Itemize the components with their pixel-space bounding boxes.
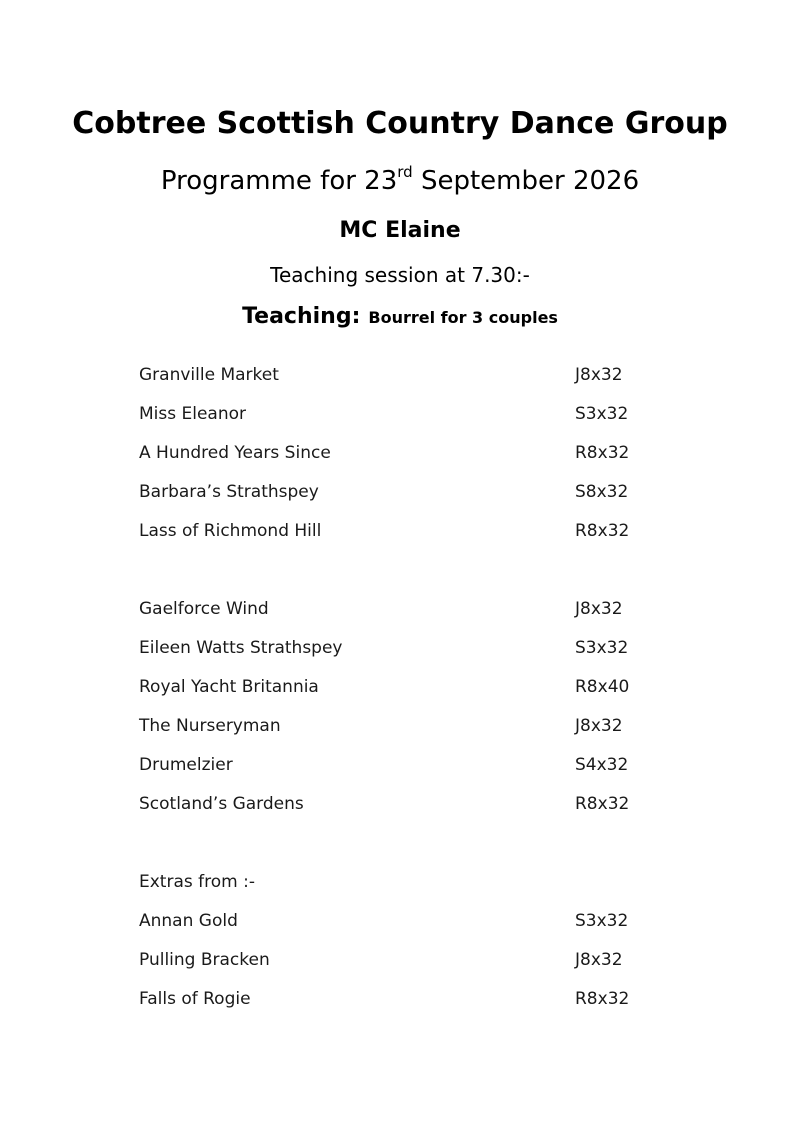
dance-name: The Nurseryman: [139, 716, 281, 736]
programme-date: [0, 162, 800, 200]
set-spacer: [139, 830, 659, 869]
dance-type: S3x32: [575, 911, 629, 931]
dance-name: Granville Market: [139, 365, 279, 385]
teaching-session-time: Teaching session at 7.30:-: [270, 263, 530, 287]
dance-row: [139, 401, 659, 440]
dance-row: [139, 440, 659, 479]
dance-name: Pulling Bracken: [139, 950, 270, 970]
dance-list: [139, 362, 659, 1025]
dance-row: [139, 986, 659, 1025]
programme-date-ordinal: rd: [397, 163, 413, 181]
teaching-dance: Bourrel for 3 couples: [368, 308, 558, 327]
dance-type: S8x32: [575, 482, 629, 502]
dance-row: [139, 479, 659, 518]
dance-name: Scotland’s Gardens: [139, 794, 304, 814]
dance-name: A Hundred Years Since: [139, 443, 331, 463]
dance-type: S4x32: [575, 755, 629, 775]
dance-type: R8x32: [575, 989, 630, 1009]
dance-row: [139, 596, 659, 635]
dance-row: [139, 362, 659, 401]
teaching-line: [0, 304, 800, 329]
teaching-label: Teaching:: [242, 304, 361, 329]
dance-name: Lass of Richmond Hill: [139, 521, 322, 541]
dance-row: [139, 791, 659, 830]
dance-type: J8x32: [575, 716, 623, 736]
dance-row: [139, 713, 659, 752]
dance-row: [139, 635, 659, 674]
dance-name: Barbara’s Strathspey: [139, 482, 319, 502]
dance-row: [139, 752, 659, 791]
dance-name: Drumelzier: [139, 755, 233, 775]
dance-type: J8x32: [575, 599, 623, 619]
set-spacer: [139, 557, 659, 596]
dance-type: R8x32: [575, 521, 630, 541]
dance-type: R8x32: [575, 794, 630, 814]
dance-name: Royal Yacht Britannia: [139, 677, 319, 697]
page-title: Cobtree Scottish Country Dance Group: [72, 106, 728, 141]
dance-row: [139, 947, 659, 986]
dance-name: Annan Gold: [139, 911, 238, 931]
dance-row: [139, 518, 659, 557]
programme-date-prefix: Programme for 23: [160, 166, 398, 196]
dance-type: S3x32: [575, 638, 629, 658]
dance-type: J8x32: [575, 950, 623, 970]
dance-name: Miss Eleanor: [139, 404, 247, 424]
programme-date-suffix: September 2026: [412, 166, 640, 196]
extras-heading: Extras from :-: [139, 872, 255, 892]
mc-name: MC Elaine: [339, 218, 461, 243]
dance-name: Gaelforce Wind: [139, 599, 269, 619]
dance-name: Falls of Rogie: [139, 989, 251, 1009]
dance-row: [139, 674, 659, 713]
extras-heading-row: [139, 869, 659, 908]
dance-row: [139, 908, 659, 947]
dance-type: R8x32: [575, 443, 630, 463]
dance-type: S3x32: [575, 404, 629, 424]
dance-name: Eileen Watts Strathspey: [139, 638, 343, 658]
dance-type: R8x40: [575, 677, 630, 697]
dance-type: J8x32: [575, 365, 623, 385]
